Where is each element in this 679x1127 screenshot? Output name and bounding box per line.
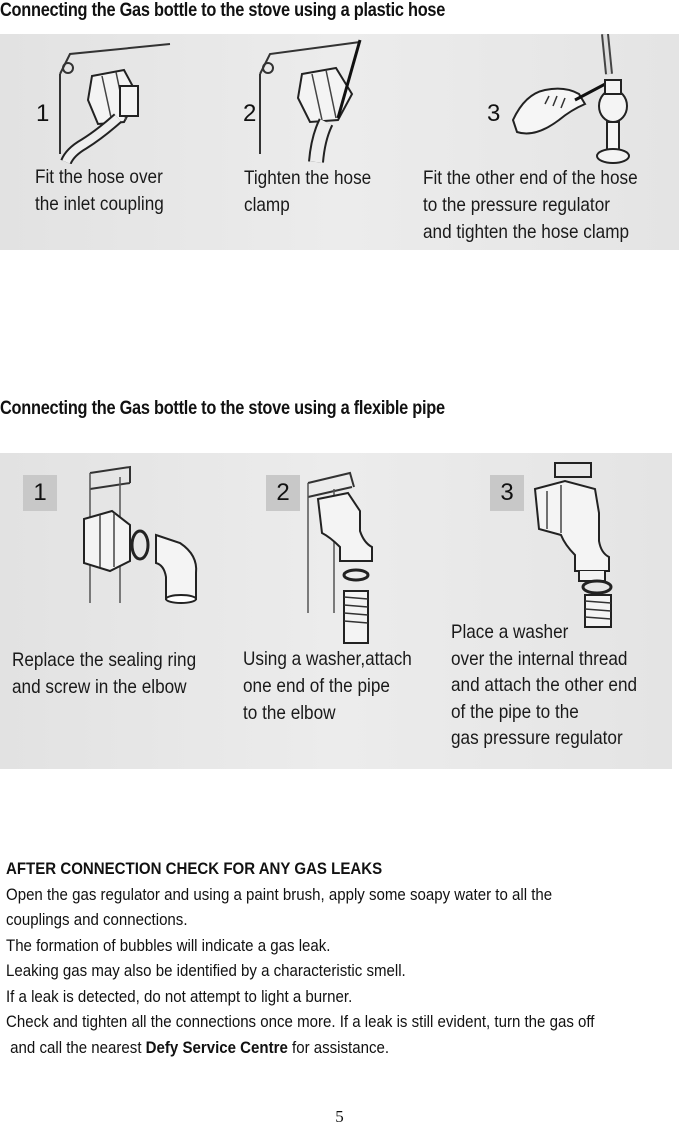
leak-check-line: couplings and connections. bbox=[6, 910, 188, 929]
pipe-step-3-caption: Place a washer over the internal thread and attach the other end of the pipe to the gas pressure regulator bbox=[451, 621, 638, 749]
service-centre-name: Defy Service Centre bbox=[145, 1037, 288, 1057]
elbow-pipe-illustration bbox=[300, 463, 400, 648]
page-number: 5 bbox=[335, 1107, 344, 1126]
last-line-prefix: and call the nearest bbox=[6, 1037, 146, 1057]
inlet-coupling-illustration bbox=[40, 34, 180, 164]
pressure-regulator-illustration bbox=[505, 34, 675, 169]
leak-check-notes bbox=[6, 856, 679, 1060]
leak-check-heading: AFTER CONNECTION CHECK FOR ANY GAS LEAKS bbox=[6, 859, 383, 878]
regulator-pipe-illustration bbox=[525, 459, 625, 629]
leak-check-line: Open the gas regulator and using a paint brush, apply some soapy water to all the bbox=[6, 884, 553, 904]
hose-step-3-number: 3 bbox=[487, 100, 501, 127]
leak-check-line: Leaking gas may also be identified by a characteristic smell. bbox=[6, 961, 406, 980]
section2-title: Connecting the Gas bottle to the stove using a flexible pipe bbox=[0, 398, 445, 419]
hose-step-2-caption: Tighten the hose clamp bbox=[244, 167, 372, 216]
leak-check-line: The formation of bubbles will indicate a gas leak. bbox=[6, 935, 331, 955]
hose-step-3-caption: Fit the other end of the hose to the pressure regulator and tighten the hose clamp bbox=[423, 167, 638, 243]
hose-illustration-panel bbox=[0, 34, 679, 250]
leak-check-line: If a leak is detected, do not attempt to light a burner. bbox=[6, 986, 353, 1006]
pipe-step-3-number: 3 bbox=[490, 475, 524, 511]
hose-step-1-caption: Fit the hose over the inlet coupling bbox=[35, 166, 164, 215]
pipe-step-1-caption: Replace the sealing ring and screw in the elbow bbox=[12, 649, 197, 698]
pipe-illustration-panel bbox=[0, 453, 672, 769]
last-line-suffix: for assistance. bbox=[287, 1037, 390, 1057]
leak-check-line: Check and tighten all the connections once more. If a leak is still evident, turn the gas off bbox=[6, 1012, 595, 1031]
pipe-step-1-number: 1 bbox=[23, 475, 57, 511]
section1-title: Connecting the Gas bottle to the stove using a plastic hose bbox=[0, 0, 446, 21]
hose-step-2-number: 2 bbox=[243, 100, 257, 127]
leak-check-last-line bbox=[6, 1035, 679, 1061]
pipe-step-2-number: 2 bbox=[266, 475, 300, 511]
hose-clamp-illustration bbox=[240, 34, 380, 164]
elbow-sealing-ring-illustration bbox=[60, 463, 210, 613]
hose-step-1-number: 1 bbox=[36, 100, 50, 127]
pipe-step-2-caption: Using a washer,attach one end of the pipe to the elbow bbox=[243, 648, 412, 724]
